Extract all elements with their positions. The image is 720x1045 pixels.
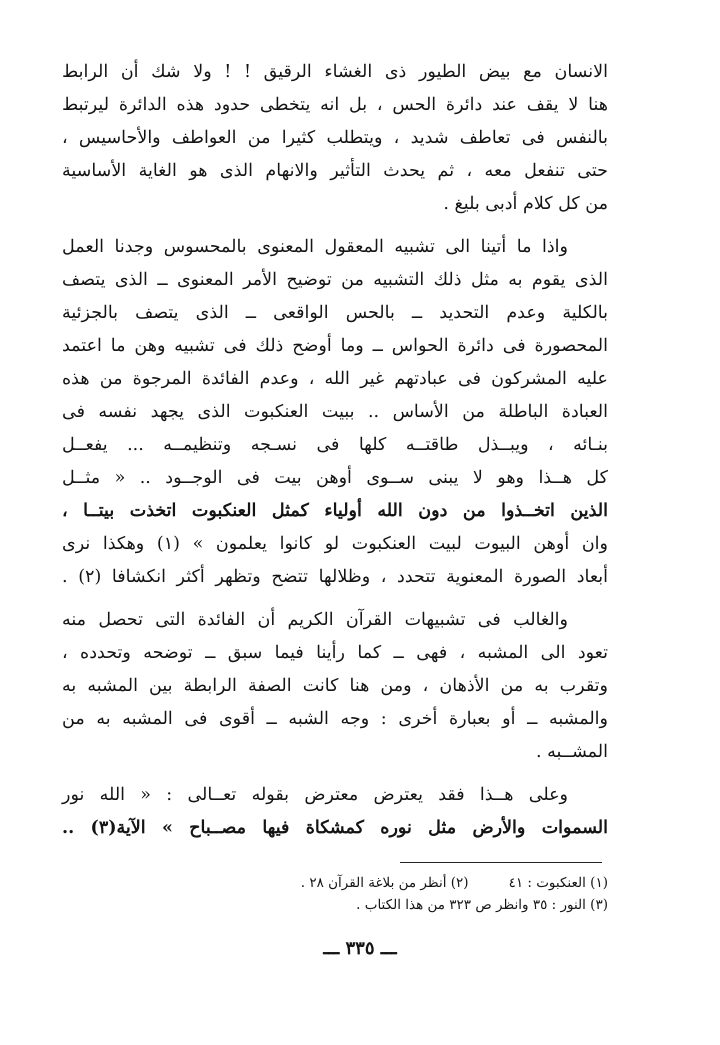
text-line: والمشبه ــ أو بعبارة أخرى : وجه الشبه ــ أقوى فى المشبه به من [62,709,608,729]
text-line: عليه المشركون فى عبادتهم غير الله ، وعدم الفائدة المرجوة من هذه [62,369,608,389]
text-line: بالكلية وعدم التحديد ــ بالحس الواقعى ــ الذى يتصف بالجزئية [62,303,608,323]
quran-verse-line: الذين اتخــذوا من دون الله أولياء كمثل العنكبوت اتخذت بيتــا ، [62,501,608,521]
text-line: وعلى هــذا فقد يعترض معترض بقوله تعــالى : « الله نور [62,785,568,805]
page-number: ـــ ٣٣٥ ـــ [323,938,397,959]
footnote-3: (٣) النور : ٣٥ وانظر ص ٣٢٣ من هذا الكتاب . [356,897,608,913]
footnote-1: (١) العنكبوت : ٤١ [508,875,608,891]
footnote-divider [400,862,602,863]
text-line: هنا لا يقف عند دائرة الحس ، بل انه يتخطى حدود هذه الدائرة ليرتبط [62,95,608,115]
paragraph-1 [62,56,608,221]
text-line: الذى يقوم به مثل ذلك التشبيه من توضيح الأمر المعنوى ــ الذى يتصف [62,270,608,290]
text-line: العبادة الباطلة من الأساس .. ببيت العنكبوت الذى يجهد نفسه فى [62,402,608,422]
footnote-2: (٢) أنظر من بلاغة القرآن ٢٨ . [300,875,469,891]
text-line: حتى تنفعل معه ، ثم يحدث التأثير والانهام الذى هو الغاية الأساسية [62,161,608,181]
text-line: المشــبه . [536,742,608,762]
text-line: الانسان مع بيض الطيور ذى الغشاء الرقيق ! ! ولا شك أن الرابط [62,62,608,82]
text-line: تعود الى المشبه ، فهى ــ كما رأينا فيما سبق ــ توضحه وتحدده ، [62,643,608,663]
quran-verse-line: وان أوهن البيوت لبيت العنكبوت لو كانوا يعلمون » (١) وهكذا نرى [62,534,608,554]
quran-verse-line: السموات والأرض مثل نوره كمشكاة فيها مصــباح » الآية(٣) .. [62,818,608,838]
text-line: أبعاد الصورة المعنوية تتحدد ، وظلالها تتضح وتظهر أكثر انكشافا (٢) . [62,567,609,587]
paragraph-2 [62,231,608,594]
body-text [62,56,608,845]
text-line: والغالب فى تشبيهات القرآن الكريم أن الفائدة التى تحصل منه [62,610,568,630]
text-line: بالنفس فى تعاطف شديد ، ويتطلب كثيرا من العواطف والأحاسيس ، [62,128,608,148]
footnotes [230,872,608,916]
paragraph-3 [62,604,608,769]
text-line: كل هــذا وهو لا يبنى ســوى أوهن بيت فى الوجــود .. « مثــل [62,468,608,488]
text-line: بنـائه ، ويبــذل طاقتــه كلها فى نسـجه وتنظيمــه ... يفعــل [62,435,608,455]
text-line: من كل كلام أدبى بليغ . [443,194,608,214]
text-line: وتقرب به من الأذهان ، ومن هنا كانت الصفة الرابطة بين المشبه به [62,676,608,696]
text-line: المحصورة فى دائرة الحواس ــ وما أوضح ذلك فى تشبيه وهن ما اعتمد [62,336,608,356]
paragraph-4 [62,779,608,845]
text-line: واذا ما أتينا الى تشبيه المعقول المعنوى بالمحسوس وجدنا العمل [62,237,568,257]
